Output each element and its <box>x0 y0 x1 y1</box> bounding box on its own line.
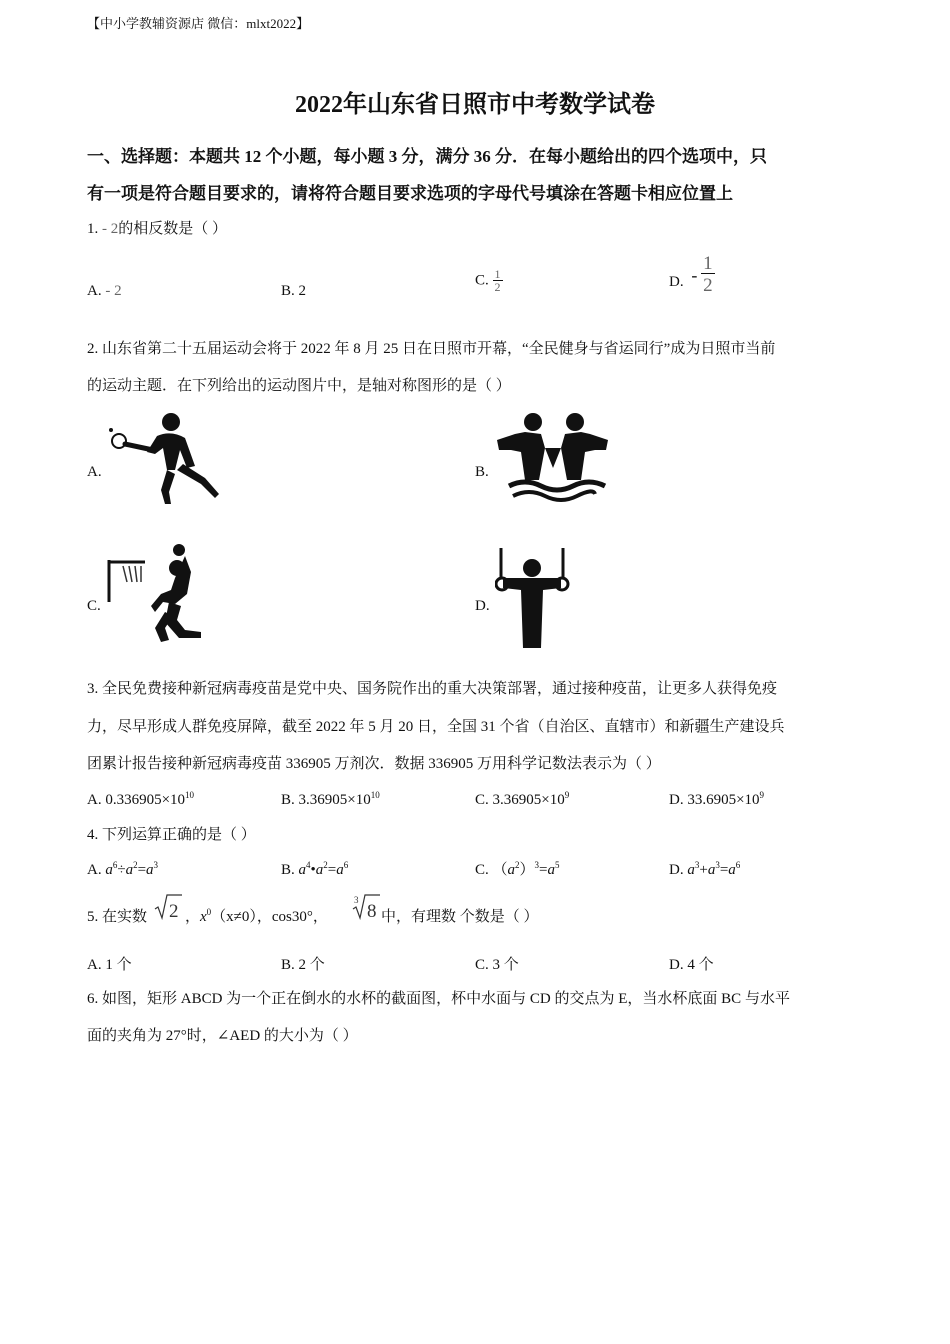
q1-option-b[interactable]: B. 2 <box>281 283 307 299</box>
section-heading-line1: 一、选择题：本题共 12 个小题，每小题 3 分，满分 36 分．在每小题给出的四个选项中，只 <box>87 147 767 166</box>
q1-option-d-fraction <box>701 254 715 295</box>
q4-option-d-label: D. <box>669 862 684 878</box>
q5-option-a[interactable]: A. 1 个 <box>87 957 132 973</box>
q1-option-a-label: A. <box>87 283 102 299</box>
cube-root-index: 3 <box>354 895 359 905</box>
q3-c-exponent: 9 <box>564 790 570 800</box>
q1-d-denominator: 2 <box>703 275 713 296</box>
question-6-line2: 面的夹角为 27°时，∠AED 的大小为（ ） <box>87 1028 358 1044</box>
q4-option-b-label: B. <box>281 862 295 878</box>
q3-option-c[interactable] <box>475 790 569 810</box>
q5-option-d[interactable]: D. 4 个 <box>669 957 714 973</box>
q1-option-a[interactable] <box>87 281 122 301</box>
q3-option-d[interactable] <box>669 790 764 810</box>
question-3-line3: 团累计报告接种新冠病毒疫苗 336905 万剂次．数据 336905 万用科学记数法表示为（ ） <box>87 756 661 772</box>
question-5-prefix: 5. 在实数 <box>87 909 148 925</box>
q4-option-d[interactable]: D. $a^3+a^3=a^6$ <box>669 860 741 878</box>
square-root-2 <box>153 892 183 922</box>
q1-option-a-value: - 2 <box>105 283 122 299</box>
question-2-line2: 的运动主题．在下列给出的运动图片中，是轴对称图形的是（ ） <box>87 378 511 394</box>
q1-suffix: 的相反数是（ ） <box>118 221 228 237</box>
q2-option-d-label[interactable]: D. <box>475 598 490 614</box>
q5-x0-text: （x≠0），cos30°， <box>211 909 328 925</box>
q1-option-d-sign: - <box>691 264 698 285</box>
q4-option-c-label: C. <box>475 862 489 878</box>
q3-option-a[interactable] <box>87 790 194 810</box>
q1-option-d-label: D. <box>669 273 684 290</box>
q3-b-exponent: 10 <box>370 790 380 800</box>
square-root-radicand: 2 <box>169 901 179 922</box>
q1-d-numerator: 1 <box>703 253 713 274</box>
q5-comma: ， <box>185 909 201 925</box>
q1-c-numerator: 1 <box>494 267 501 281</box>
q5-option-c[interactable]: C. 3 个 <box>475 957 519 973</box>
q3-a-base: A. 0.336905×10 <box>87 792 186 808</box>
q4-option-a-label: A. <box>87 862 102 878</box>
q2-option-c-label[interactable]: C. <box>87 598 101 614</box>
q1-option-c[interactable] <box>475 268 503 293</box>
q1-prefix: 1. <box>87 221 99 237</box>
q3-a-exponent: 10 <box>185 790 195 800</box>
q4-option-a[interactable]: A. $a^6\div a^2=a^3$ <box>87 860 159 878</box>
q4-option-b[interactable]: B. $a^4•a^2=a^6$ <box>281 860 349 878</box>
q3-b-base: B. 3.36905×10 <box>281 792 371 808</box>
basketball-player-icon <box>105 542 215 652</box>
question-6-line1: 6. 如图，矩形 ABCD 为一个正在倒水的水杯的截面图，杯中水面与 CD 的交点为 E，当水杯底面 BC 与水平 <box>87 991 790 1007</box>
question-3-line2: 力，尽早形成人群免疫屏障，截至 2022 年 5 月 20 日，全国 31 个省（自治区、直辖市）和新疆生产建设兵 <box>87 719 785 735</box>
q3-d-base: D. 33.6905×10 <box>669 792 760 808</box>
question-5-suffix: 中，有理数 个数是（ ） <box>381 909 539 925</box>
question-2-line1: 2. 山东省第二十五届运动会将于 2022 年 8 月 25 日在日照市开幕，“全民健身与省运同行”成为日照市当前 <box>87 341 776 357</box>
q2-option-a-label[interactable]: A. <box>87 464 102 480</box>
q5-x0: $x^0(x\ne 0)$，cos30°， <box>200 907 328 925</box>
page-title: 2022年山东省日照市中考数学试卷 <box>295 92 655 118</box>
synchronized-swimmers-icon <box>495 408 610 508</box>
badminton-player-icon <box>105 408 225 508</box>
q1-option-d[interactable] <box>669 254 715 295</box>
q4-option-c[interactable]: C. $(a^2)^3=a^5$ <box>475 860 560 878</box>
cube-root-radicand: 8 <box>367 901 377 922</box>
header-note: 【中小学教辅资源店 微信：mlxt2022】 <box>87 16 310 31</box>
q5-option-b[interactable]: B. 2 个 <box>281 957 325 973</box>
question-3-line1: 3. 全民免费接种新冠病毒疫苗是党中央、国务院作出的重大决策部署，通过接种疫苗，让更多人获得免疫 <box>87 681 778 697</box>
q1-option-c-fraction <box>493 268 503 293</box>
q3-option-b[interactable] <box>281 790 380 810</box>
q1-number: - 2 <box>102 221 119 237</box>
q3-c-base: C. 3.36905×10 <box>475 792 565 808</box>
q1-c-denominator: 2 <box>494 280 501 294</box>
section-heading-line2: 有一项是符合题目要求的，请将符合题目要求选项的字母代号填涂在答题卡相应位置上 <box>87 184 733 203</box>
q2-option-b-label[interactable]: B. <box>475 464 489 480</box>
question-4-stem: 4. 下列运算正确的是（ ） <box>87 827 256 843</box>
question-1-stem <box>87 219 227 239</box>
q1-option-c-label: C. <box>475 272 489 289</box>
rings-gymnast-icon <box>495 548 570 653</box>
q3-d-exponent: 9 <box>759 790 765 800</box>
cube-root-8 <box>351 892 381 922</box>
